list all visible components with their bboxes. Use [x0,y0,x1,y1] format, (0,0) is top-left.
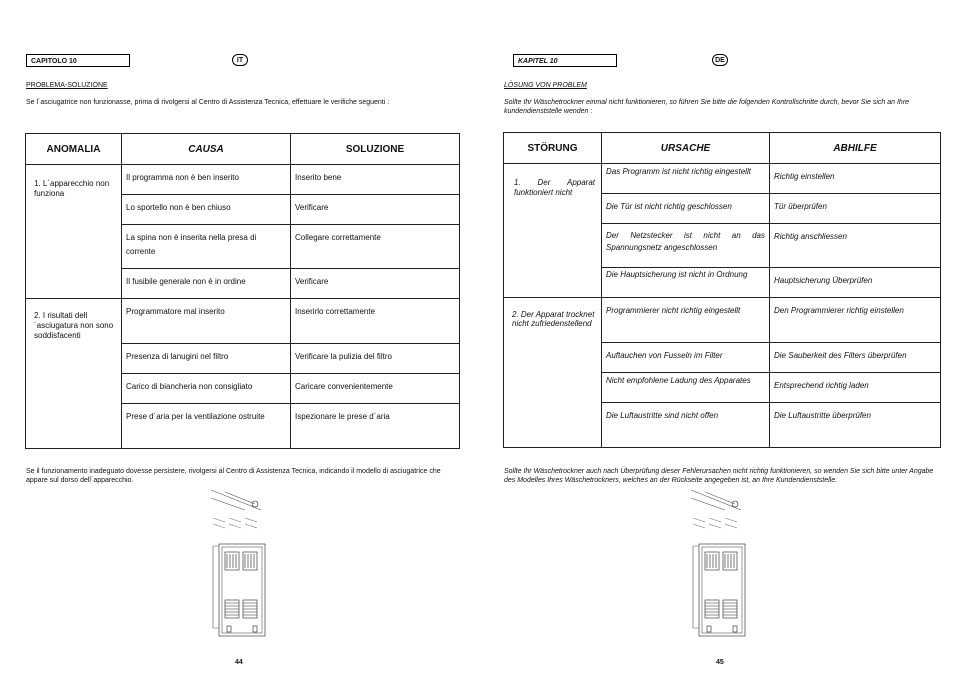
anomaly-1: 1. L´apparecchio non funziona [34,179,110,198]
cause-cell: Das Programm ist nicht richtig eingestellt [606,167,751,176]
cause-cell: Carico di biancheria non consigliato [126,382,253,391]
header-anomaly: STÖRUNG [504,133,602,164]
cause-cell: Programmatore mal inserito [126,307,225,316]
solution-cell: Verificare la pulizia del filtro [295,352,392,361]
troubleshooting-table [25,133,460,449]
troubleshooting-table [503,132,941,448]
cause-cell: Presenza di lanugini nel filtro [126,352,229,361]
solution-cell: Die Sauberkeit des Filters überprüfen [774,351,907,360]
cause-cell: Nicht empfohlene Ladung des Apparates [606,376,751,385]
solution-cell: Richtig einstellen [774,172,835,181]
page-german [477,0,954,675]
chapter-label: CAPITOLO 10 [26,54,130,67]
section-title: PROBLEMA-SOLUZIONE [26,82,108,89]
solution-cell: Verificare [295,277,329,286]
cause-cell: Il programma non è ben inserito [126,173,239,182]
page-number: 44 [235,659,243,666]
cause-cell: Die Tür ist nicht richtig geschlossen [606,202,732,211]
anomaly-1: 1. Der Apparat funktioniert nicht [514,178,595,197]
table-row [26,165,460,195]
cause-cell: Il fusibile generale non è in ordine [126,277,246,286]
solution-cell: Die Luftaustritte überprüfen [774,411,871,420]
table-row [504,298,941,343]
section-title: LÖSUNG VON PROBLEM [504,82,587,89]
solution-cell: Inserito bene [295,173,342,182]
solution-cell: Ispezionare le prese d´aria [295,412,390,421]
header-solution: SOLUZIONE [291,134,460,165]
cause-cell: Prese d´aria per la ventilazione ostruite [126,412,265,421]
header-anomaly: ANOMALIA [26,134,122,165]
solution-cell: Collegare correttamente [295,233,381,242]
cause-cell: Lo sportello non è ben chiuso [126,203,231,212]
solution-cell: Den Programmierer richtig einstellen [774,306,904,315]
page-number: 45 [716,659,724,666]
solution-cell: Richtig anschliessen [774,232,847,241]
intro-text: Se l´asciugatrice non funzionasse, prima di rivolgersi al Centro di Assistenza Tecnica, effettuare le verifiche seguenti : [26,99,390,106]
cause-cell: Auftauchen von Fusseln im Filter [606,351,723,360]
dryer-rating-plate-illustration [205,488,269,638]
header-cause: CAUSA [122,134,291,165]
language-badge: DE [712,54,728,66]
outro-text: Se il funzionamento inadeguato dovesse persistere, rivolgersi al Centro di Assistenza Tecnica, indicando il modello di asciugatrice che appare sul dorso dell´apparecchio. [26,468,441,484]
outro-text: Sollte Ihr Wäschetrockner auch nach Überprüfung dieser Fehlerursachen nicht richtig funktionieren, so wenden Sie sich bitte unter Angabe des Modelles Ihres Wäschetrockners, welches an der Rückseite angegeben ist, an Ihre Kundendienststelle. [504,468,934,484]
solution-cell: Entsprechend richtig laden [774,381,869,390]
solution-cell: Hauptsicherung Überprüfen [774,276,873,285]
solution-cell: Inserirlo correttamente [295,307,376,316]
dryer-rating-plate-illustration [685,488,749,638]
cause-cell: Der Netzstecker ist nicht an das Spannungsnetz angeschlossen [606,231,765,252]
cause-cell: Die Hauptsicherung ist nicht in Ordnung [606,270,748,279]
intro-text: Sollte Ihr Wäschetrockner einmal nicht funktionieren, so führen Sie bitte die folgenden Kontrollschritte durch, bevor Sie sich an Ihre kundendienststelle wenden : [504,99,910,115]
anomaly-2: 2. Der Apparat trocknet nicht zufriedenstellend [512,310,595,328]
table-row [26,299,460,344]
cause-cell: Die Luftaustritte sind nicht offen [606,411,719,420]
language-badge: IT [232,54,248,66]
cause-cell: Programmierer nicht richtig eingestellt [606,306,741,315]
cause-cell: La spina non è inserita nella presa di corrente [126,233,257,256]
table-row [504,164,941,194]
solution-cell: Tür überprüfen [774,202,827,211]
anomaly-2: 2. I risultati dell´asciugatura non sono soddisfacenti [34,311,114,340]
solution-cell: Caricare convenientemente [295,382,393,391]
solution-cell: Verificare [295,203,329,212]
chapter-label: KAPITEL 10 [513,54,617,67]
header-solution: ABHILFE [770,133,941,164]
header-cause: URSACHE [602,133,770,164]
